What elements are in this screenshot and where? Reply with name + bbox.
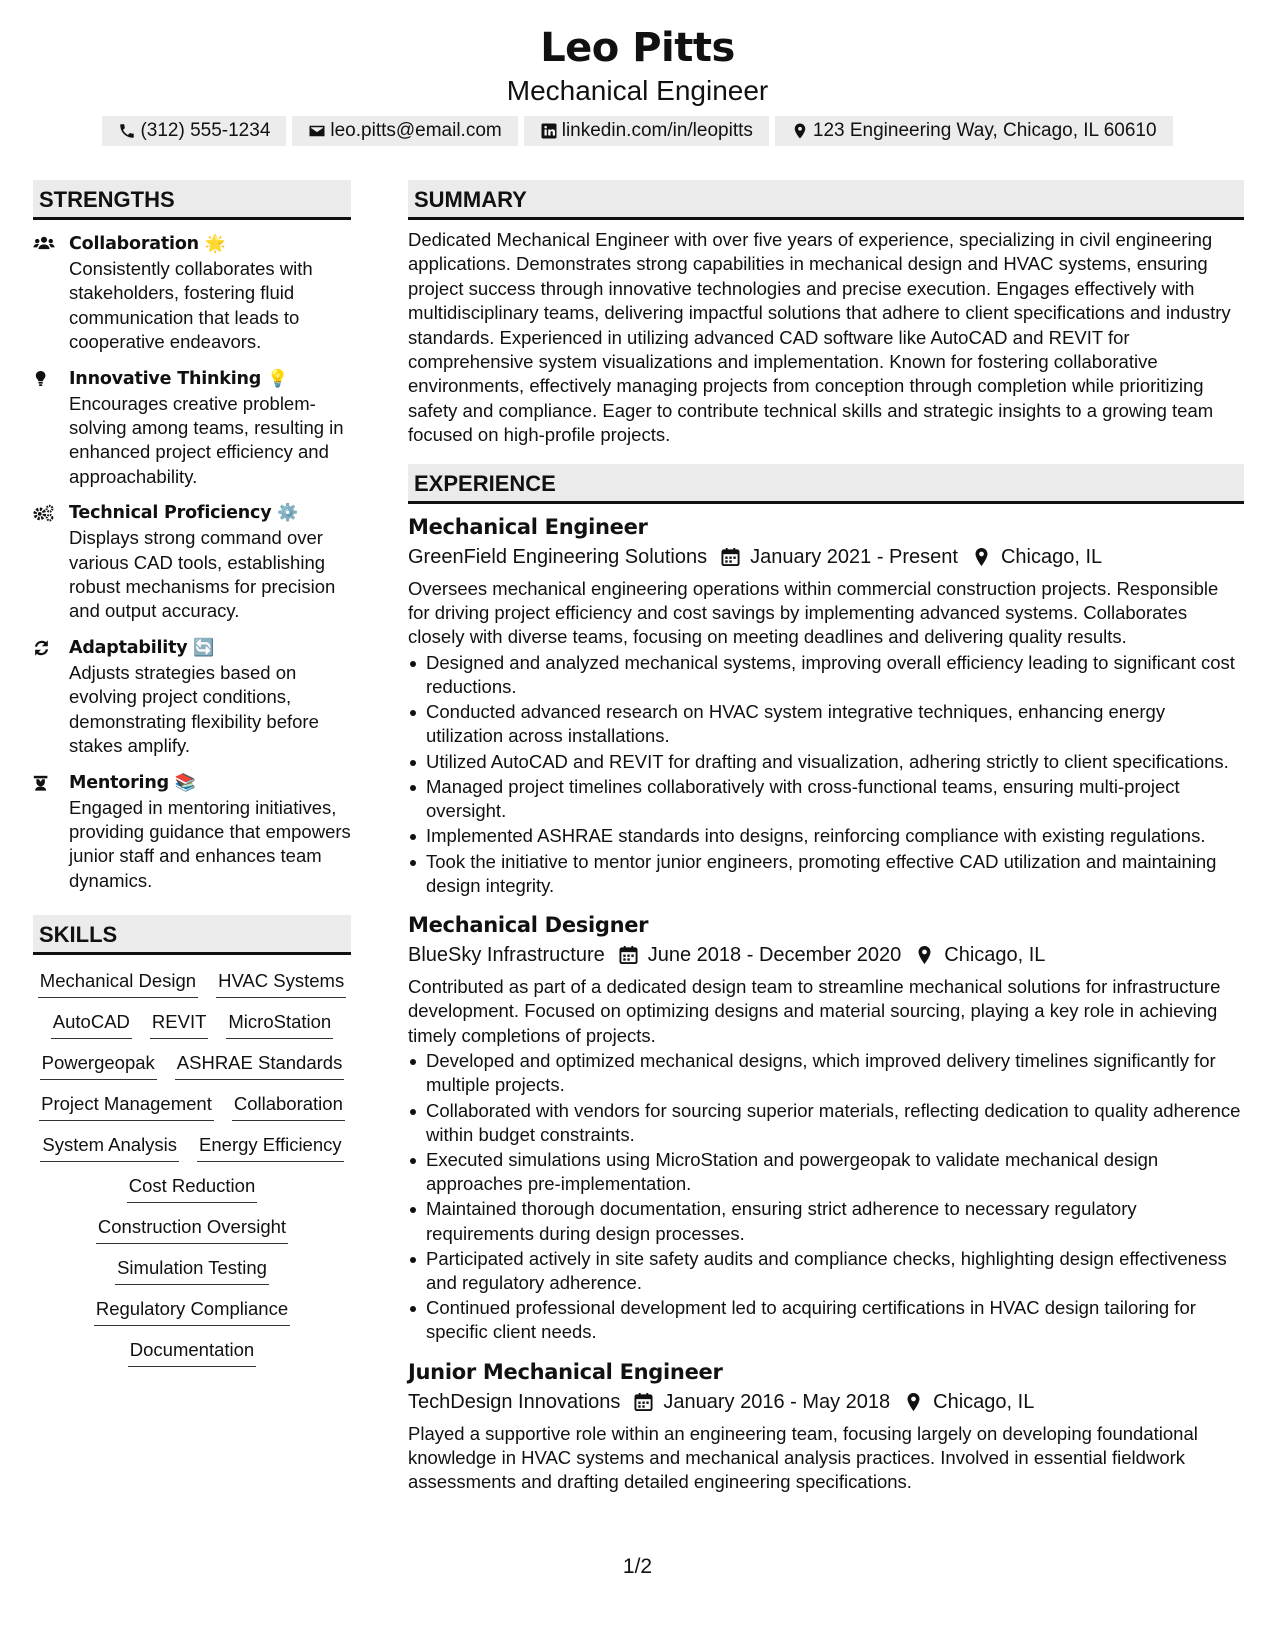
contact-linkedin[interactable] bbox=[524, 116, 769, 146]
calendar-icon bbox=[634, 1392, 653, 1412]
strength-desc: Displays strong command over various CAD tools, establishing robust mechanisms for precision and output accuracy. bbox=[69, 527, 336, 622]
strength-title: Adaptability bbox=[69, 637, 188, 658]
skill-tag: Energy Efficiency bbox=[197, 1131, 344, 1162]
contact-phone[interactable] bbox=[102, 116, 286, 146]
skill-row bbox=[40, 1131, 343, 1162]
phone-icon bbox=[118, 122, 136, 140]
calendar-icon bbox=[619, 945, 638, 965]
strength-item bbox=[33, 232, 351, 355]
contact-bar bbox=[0, 116, 1275, 146]
job-entry bbox=[408, 1357, 1244, 1495]
resume-header bbox=[0, 22, 1275, 146]
contact-email-text: leo.pitts@email.com bbox=[330, 120, 502, 141]
bullet-item: Conducted advanced research on HVAC system integrative techniques, enhancing energy utilization across installations. bbox=[408, 700, 1244, 748]
bullet-item: Utilized AutoCAD and REVIT for drafting and visualization, adhering strictly to client specifications. bbox=[408, 750, 1244, 774]
skill-tag: Construction Oversight bbox=[96, 1213, 288, 1244]
skill-row bbox=[127, 1172, 257, 1203]
job-title: Junior Mechanical Engineer bbox=[408, 1359, 723, 1384]
users-icon bbox=[33, 234, 55, 254]
company-name: BlueSky Infrastructure bbox=[408, 943, 605, 966]
skills-list bbox=[33, 967, 351, 1367]
refresh-emoji-icon: 🔄 bbox=[193, 637, 215, 658]
star-icon: 🌟 bbox=[204, 234, 226, 254]
bullet-item: Implemented ASHRAE standards into designs, reinforcing compliance with existing regulations. bbox=[408, 824, 1244, 848]
bullet-item: Took the initiative to mentor junior engineers, promoting effective CAD utilization and maintaining design integrity. bbox=[408, 850, 1244, 898]
page-number: 1/2 bbox=[622, 1555, 653, 1578]
strength-title: Innovative Thinking bbox=[69, 368, 262, 389]
strength-desc: Encourages creative problem-solving among teams, resulting in enhanced project efficiency and approachability. bbox=[69, 392, 344, 487]
right-column bbox=[408, 180, 1244, 1495]
bullet-item: Managed project timelines collaboratively with cross-functional teams, ensuring multi-project oversight. bbox=[408, 775, 1244, 823]
location-pin-icon bbox=[904, 1392, 923, 1412]
job-location: Chicago, IL bbox=[1000, 545, 1103, 568]
job-bullets bbox=[408, 1049, 1244, 1344]
job-bullets bbox=[408, 651, 1244, 898]
job-dates: January 2021 - Present bbox=[750, 545, 958, 568]
skill-tag: HVAC Systems bbox=[216, 967, 346, 998]
job-title: Mechanical Designer bbox=[408, 912, 649, 937]
strength-item bbox=[33, 636, 351, 759]
skill-tag: Documentation bbox=[128, 1336, 256, 1367]
bullet-item: Maintained thorough documentation, ensuring strict adherence to necessary regulatory requirements during design processes. bbox=[408, 1197, 1244, 1245]
skill-row bbox=[39, 1090, 345, 1121]
strength-desc: Consistently collaborates with stakeholders, fostering fluid communication that leads to cooperative endeavors. bbox=[69, 258, 313, 353]
job-entry bbox=[408, 910, 1244, 1345]
teacher-icon bbox=[33, 773, 55, 793]
skill-tag: Simulation Testing bbox=[115, 1254, 269, 1285]
job-description: Contributed as part of a dedicated design team to streamline mechanical solutions for infrastructure development. Focused on optimizing designs and material sourcing, playing a key role in achieving timely completions of projects. bbox=[408, 975, 1221, 1046]
job-entry bbox=[408, 512, 1244, 898]
contact-address[interactable] bbox=[775, 116, 1173, 146]
left-column bbox=[33, 180, 351, 1367]
bullet-item: Participated actively in site safety audits and compliance checks, highlighting design effectiveness and regulatory adherence. bbox=[408, 1247, 1244, 1295]
location-pin-icon bbox=[915, 945, 934, 965]
skill-row bbox=[94, 1295, 290, 1326]
location-pin-icon bbox=[791, 122, 809, 140]
skill-row bbox=[51, 1008, 333, 1039]
job-meta bbox=[408, 941, 1244, 969]
strength-title: Technical Proficiency bbox=[69, 503, 272, 524]
strength-title: Collaboration bbox=[69, 234, 199, 254]
summary-heading: SUMMARY bbox=[408, 180, 1244, 220]
summary-text: Dedicated Mechanical Engineer with over five years of experience, specializing in civil engineering applications. Demonstrates strong capabilities in mechanical design and HVAC systems, ensuring project success through innovative technologies and precise execution. Engages effectively with multidisciplinary teams, delivering impactful solutions that adhere to client specifications and industry standards. Experienced in utilizing advanced CAD software like AutoCAD and REVIT for comprehensive system visualizations and implementation. Known for fostering collaborative environments, effectively managing projects from conception through completion while prioritizing safety and compliance. Eager to contribute technical skills and strategic insights to a growing team focused on high-profile projects. bbox=[408, 229, 1231, 446]
contact-linkedin-text: linkedin.com/in/leopitts bbox=[561, 120, 753, 141]
contact-email[interactable] bbox=[292, 116, 517, 146]
candidate-name: Leo Pitts bbox=[540, 25, 735, 71]
strength-desc: Adjusts strategies based on evolving project conditions, demonstrating flexibility before stakes amplify. bbox=[69, 661, 319, 757]
job-location: Chicago, IL bbox=[944, 943, 1046, 966]
strength-item bbox=[33, 367, 351, 490]
gear-emoji-icon: ⚙️ bbox=[277, 503, 299, 524]
skill-row bbox=[96, 1213, 288, 1244]
sync-icon bbox=[33, 638, 55, 658]
calendar-icon bbox=[721, 547, 740, 567]
skill-tag: Project Management bbox=[39, 1090, 214, 1121]
bullet-item: Developed and optimized mechanical designs, which improved delivery timelines significantly for multiple projects. bbox=[408, 1049, 1244, 1097]
bullet-item: Designed and analyzed mechanical systems, improving overall efficiency leading to significant cost reductions. bbox=[408, 651, 1244, 699]
skill-tag: AutoCAD bbox=[51, 1008, 132, 1039]
job-location: Chicago, IL bbox=[933, 1390, 1035, 1413]
job-dates: January 2016 - May 2018 bbox=[663, 1390, 891, 1413]
job-description: Played a supportive role within an engineering team, focusing largely on developing foundational knowledge in HVAC systems and mechanical analysis practices. Involved in essential fieldwork assessments and drafting detailed engineering specifications. bbox=[408, 1422, 1198, 1493]
job-dates: June 2018 - December 2020 bbox=[647, 943, 902, 966]
job-description: Oversees mechanical engineering operations within commercial construction projects. Responsible for driving project efficiency and cost savings by implementing advanced systems. Collaborates closely with diverse teams, focusing on meeting deadlines and delivering quality results. bbox=[408, 577, 1219, 648]
envelope-icon bbox=[308, 122, 326, 140]
job-meta bbox=[408, 543, 1244, 571]
skill-tag: Powergeopak bbox=[40, 1049, 157, 1080]
skill-tag: REVIT bbox=[150, 1008, 208, 1039]
strength-title: Mentoring bbox=[69, 772, 169, 793]
gears-icon bbox=[33, 503, 55, 523]
skill-row bbox=[115, 1254, 269, 1285]
lightbulb-icon bbox=[33, 369, 55, 389]
job-meta bbox=[408, 1388, 1244, 1416]
skill-tag: Cost Reduction bbox=[127, 1172, 257, 1203]
location-pin-icon bbox=[972, 547, 991, 567]
skill-row bbox=[128, 1336, 256, 1367]
contact-address-text: 123 Engineering Way, Chicago, IL 60610 bbox=[812, 120, 1157, 141]
experience-heading: EXPERIENCE bbox=[408, 464, 1244, 504]
strength-item bbox=[33, 771, 351, 894]
contact-phone-text: (312) 555-1234 bbox=[140, 120, 271, 141]
strength-item bbox=[33, 501, 351, 624]
skill-tag: System Analysis bbox=[40, 1131, 179, 1162]
company-name: TechDesign Innovations bbox=[408, 1390, 621, 1413]
strength-desc: Engaged in mentoring initiatives, providing guidance that empowers junior staff and enhances team dynamics. bbox=[69, 796, 351, 891]
company-name: GreenField Engineering Solutions bbox=[408, 545, 708, 568]
skill-tag: MicroStation bbox=[226, 1008, 333, 1039]
skill-tag: Collaboration bbox=[232, 1090, 345, 1121]
skills-heading: SKILLS bbox=[33, 915, 351, 955]
candidate-title: Mechanical Engineer bbox=[506, 75, 769, 106]
strengths-heading: STRENGTHS bbox=[33, 180, 351, 220]
linkedin-icon bbox=[540, 122, 558, 140]
job-title: Mechanical Engineer bbox=[408, 514, 648, 539]
bullet-item: Continued professional development led to acquiring certifications in HVAC design tailoring for specific client needs. bbox=[408, 1296, 1244, 1344]
lightbulb-emoji-icon: 💡 bbox=[266, 368, 288, 389]
skill-row bbox=[40, 1049, 345, 1080]
skill-tag: Regulatory Compliance bbox=[94, 1295, 290, 1326]
skill-tag: ASHRAE Standards bbox=[175, 1049, 345, 1080]
books-emoji-icon: 📚 bbox=[174, 772, 196, 793]
skill-tag: Mechanical Design bbox=[38, 967, 198, 998]
bullet-item: Collaborated with vendors for sourcing superior materials, reflecting dedication to quality adherence within budget constraints. bbox=[408, 1099, 1244, 1147]
skill-row bbox=[38, 967, 346, 998]
bullet-item: Executed simulations using MicroStation and powergeopak to validate mechanical design approaches pre-implementation. bbox=[408, 1148, 1244, 1196]
